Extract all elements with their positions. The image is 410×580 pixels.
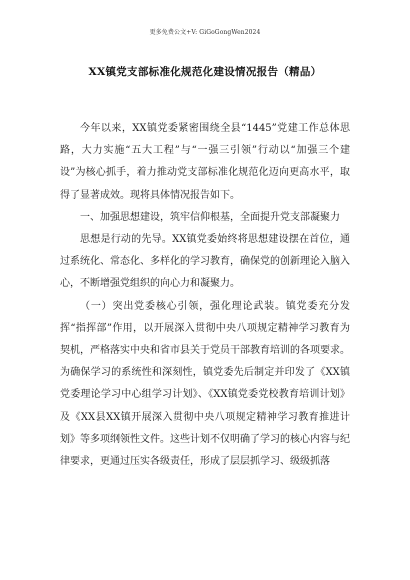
document-body — [60, 118, 350, 473]
paragraph-intro: 今年以来，XX镇党委紧密围绕全县“1445”党建工作总体思路，大力实施“五大工程”与“一强三引领”行动以“加强三个建设”为核心抓手，着力推动党支部标准化规范化迈向更高水平，取得了显著成效。现将具体情况报告如下。 — [60, 123, 350, 201]
document-title: XX镇党支部标准化规范化建设情况报告（精品） — [88, 66, 322, 78]
paragraph-thought: 思想是行动的先导。XX镇党委始终将思想建设摆在首位，通过系统化、常态化、多样化的学习教育，确保党的创新理论入脑入心，不断增强党组织的向心力和凝聚力。 — [60, 234, 350, 290]
paragraph-subsection-1: （一）突出党委核心引领，强化理论武装。镇党委充分发挥“指挥部”作用，以开展深入贯彻中央八项规定精神学习教育为契机，严格落实中央和省市县关于党员干部教育培训的各项要求。为确保学习的系统性和深刻性，镇党委先后制定并印发了《XX镇党委理论学习中心组学习计划》、《XX镇党委党校教育培训计划》及《XX县XX镇开展深入贯彻中央八项规定精神学习教育推进计划》等多项纲领性文件。这些计划不仅明确了学习的核心内容与纪律要求，更通过压实各级责任，形成了层层抓学习、级级抓落 — [60, 300, 350, 468]
header-note: 更多免费公文+V: GiGoGongWen2024 — [149, 29, 261, 36]
section-heading-1: 一、加强思想建设，筑牢信仰根基，全面提升党支部凝聚力 — [80, 211, 340, 223]
